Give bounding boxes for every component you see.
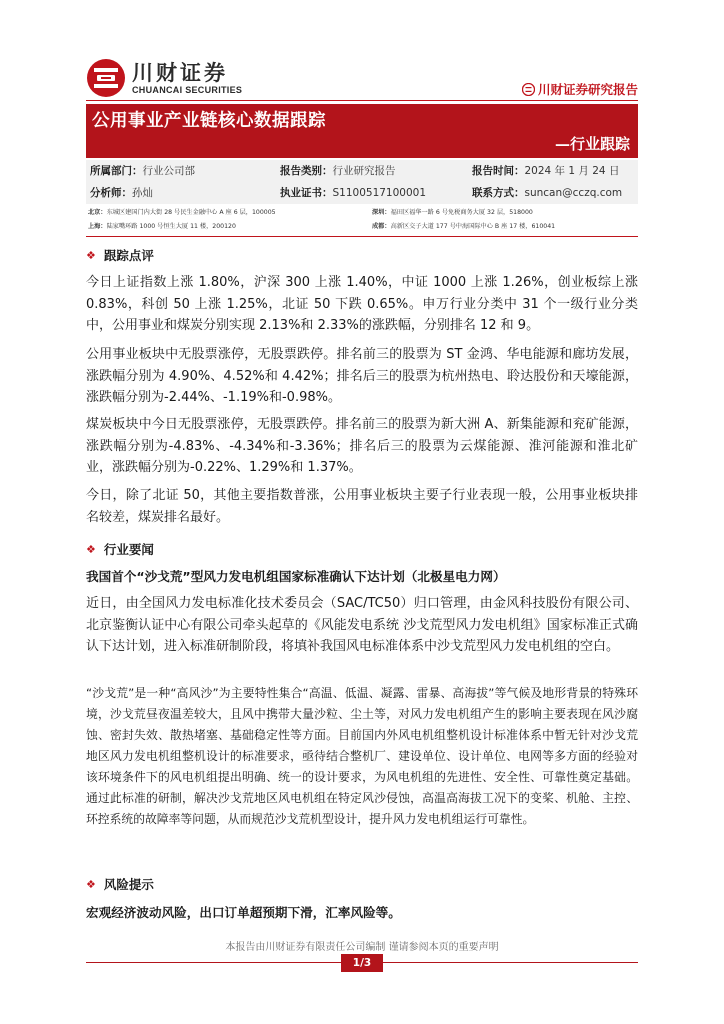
meta-contact-value[interactable]: suncan@cczq.com bbox=[524, 187, 623, 199]
page-title: 公用事业产业链核心数据跟踪 bbox=[92, 111, 326, 131]
page-number: 1/3 bbox=[341, 954, 383, 972]
diamond-bullet-icon: ❖ bbox=[86, 877, 96, 891]
meta-analyst-label: 分析师： bbox=[90, 187, 132, 199]
section-risk-warning-title: 风险提示 bbox=[103, 877, 154, 892]
section-industry-news-title: 行业要闻 bbox=[103, 542, 154, 557]
meta-type bbox=[280, 160, 396, 182]
address-shenzhen-label: 深圳： bbox=[372, 209, 391, 216]
meta-date bbox=[472, 160, 619, 182]
paragraph-news-body-2: “沙戈荒”是一种“高风沙”为主要特性集合“高温、低温、凝露、雷暴、高海拔”等气候及地形背景的特殊环境，沙戈荒昼夜温差较大，且风中携带大量沙粒、尘土等，对风力发电机组产生的影响主要表现在风沙腐蚀、密封失效、散热堵塞、基础稳定性等方面。目前国内外风电机组整机设计标准体系中暂无针对沙戈荒地区风力发电机组整机设计的标准要求，亟待结合整机厂、建设单位、设计单位、电网等多方面的经验对该环境条件下的风电机组提出明确、统一的设计要求，为风电机组的先进性、安全性、可靠性奠定基础。通过此标准的研制，解决沙戈荒地区风电机组在特定风沙侵蚀，高温高海拔工况下的变桨、机舱、主控、环控系统的故障率等问题，从而规范沙戈荒机型设计，提升风力发电机组运行可靠性。 bbox=[86, 686, 638, 826]
meta-cert bbox=[280, 182, 426, 204]
section-tracking-review bbox=[86, 246, 154, 264]
meta-row-1 bbox=[86, 160, 638, 182]
address-beijing-text: 东城区建国门内大街 28 号民生金融中心 A 座 6 层，100005 bbox=[106, 209, 276, 216]
address-shanghai-text: 陆家嘴环路 1000 号恒生大厦 11 楼，200120 bbox=[106, 223, 236, 230]
report-tag bbox=[522, 80, 638, 98]
footer-disclaimer: 本报告由川财证券有限责任公司编制 谨请参阅本页的重要声明 bbox=[225, 942, 499, 953]
meta-dept-value: 行业公司部 bbox=[142, 165, 195, 177]
meta-date-label: 报告时间： bbox=[472, 165, 525, 177]
paragraph-coal-sector: 煤炭板块中今日无股票涨停，无股票跌停。排名前三的股票为新大洲 A、新集能源和兖矿能源，涨跌幅分别为-4.83%、-4.34%和-3.36%；排名后三的股票为云煤能源、淮河能源和淮北矿业，涨跌幅分别为-0.22%、1.29%和 1.37%。 bbox=[86, 417, 638, 475]
title-banner bbox=[86, 104, 638, 158]
meta-date-value: 2024 年 1 月 24 日 bbox=[524, 165, 620, 177]
meta-cert-value: S1100517100001 bbox=[332, 187, 427, 199]
section-industry-news bbox=[86, 540, 154, 558]
address-shenzhen bbox=[372, 208, 533, 217]
news-headline: 我国首个“沙戈荒”型风力发电机组国家标准确认下达计划（北极星电力网） bbox=[86, 569, 506, 584]
report-tag-label: 川财证券研究报告 bbox=[537, 82, 638, 97]
meta-cert-label: 执业证书： bbox=[280, 187, 333, 199]
address-divider bbox=[86, 236, 638, 237]
paragraph-market-summary: 今日上证指数上涨 1.80%，沪深 300 上涨 1.40%，中证 1000 上涨 1.26%，创业板综上涨 0.83%，科创 50 上涨 1.25%，北证 50 下跌 0.65%。申万行业分类中 31 个一级行业分类中，公用事业和煤炭分别实现 2.13%和 2.33%的涨跌幅，分别排名 12 和 9。 bbox=[86, 275, 638, 333]
chuancai-small-logo-icon bbox=[522, 83, 535, 96]
address-beijing bbox=[88, 208, 276, 217]
address-chengdu-text: 高新区交子大道 177 号中海国际中心 B 座 17 楼，610041 bbox=[390, 223, 556, 230]
meta-analyst-value: 孙灿 bbox=[132, 187, 153, 199]
logo-text-cn: 川财证券 bbox=[132, 60, 228, 85]
meta-row-2 bbox=[86, 182, 638, 204]
chuancai-logo-icon bbox=[86, 58, 126, 98]
meta-contact-label: 联系方式： bbox=[472, 187, 525, 199]
address-shanghai-label: 上海： bbox=[88, 223, 107, 230]
office-addresses bbox=[86, 205, 638, 235]
meta-dept bbox=[90, 160, 195, 182]
meta-type-label: 报告类别： bbox=[280, 165, 333, 177]
logo-text-en: CHUANCAI SECURITIES bbox=[132, 84, 243, 95]
meta-type-value: 行业研究报告 bbox=[332, 165, 396, 177]
paragraph-risk-list: 宏观经济波动风险，出口订单超预期下滑，汇率风险等。 bbox=[86, 905, 401, 920]
diamond-bullet-icon: ❖ bbox=[86, 248, 96, 262]
paragraph-conclusion: 今日，除了北证 50，其他主要指数普涨，公用事业板块主要子行业表现一般，公用事业板块排名较差，煤炭排名最好。 bbox=[86, 488, 638, 525]
meta-analyst bbox=[90, 182, 153, 204]
section-risk-warning bbox=[86, 875, 154, 893]
diamond-bullet-icon: ❖ bbox=[86, 542, 96, 556]
meta-contact bbox=[472, 182, 622, 204]
address-chengdu bbox=[372, 222, 555, 231]
report-meta bbox=[86, 160, 638, 204]
page-subtitle: —行业跟踪 bbox=[554, 135, 630, 153]
address-shenzhen-text: 福田区福华一路 6 号免税商务大厦 32 层，518000 bbox=[390, 209, 533, 216]
section-tracking-review-title: 跟踪点评 bbox=[103, 248, 154, 263]
paragraph-utilities-sector: 公用事业板块中无股票涨停，无股票跌停。排名前三的股票为 ST 金鸿、华电能源和廊坊发展，涨跌幅分别为 4.90%、4.52%和 4.42%；排名后三的股票为杭州热电、聆达股份和天壕能源，涨跌幅分别为-2.44%、-1.19%和-0.98%。 bbox=[86, 347, 638, 405]
address-beijing-label: 北京： bbox=[88, 209, 107, 216]
header-divider bbox=[86, 100, 638, 101]
address-chengdu-label: 成都： bbox=[372, 223, 391, 230]
company-logo bbox=[86, 58, 242, 98]
meta-dept-label: 所属部门： bbox=[90, 165, 143, 177]
paragraph-news-body-1: 近日，由全国风力发电标准化技术委员会（SAC/TC50）归口管理，由金风科技股份有限公司、北京鉴衡认证中心有限公司牵头起草的《风能发电系统 沙戈荒型风力发电机组》国家标准正式确认下达计划，进入标准研制阶段，将填补我国风电标准体系中沙戈荒型风力发电机组的空白。 bbox=[86, 596, 638, 654]
address-shanghai bbox=[88, 222, 236, 231]
